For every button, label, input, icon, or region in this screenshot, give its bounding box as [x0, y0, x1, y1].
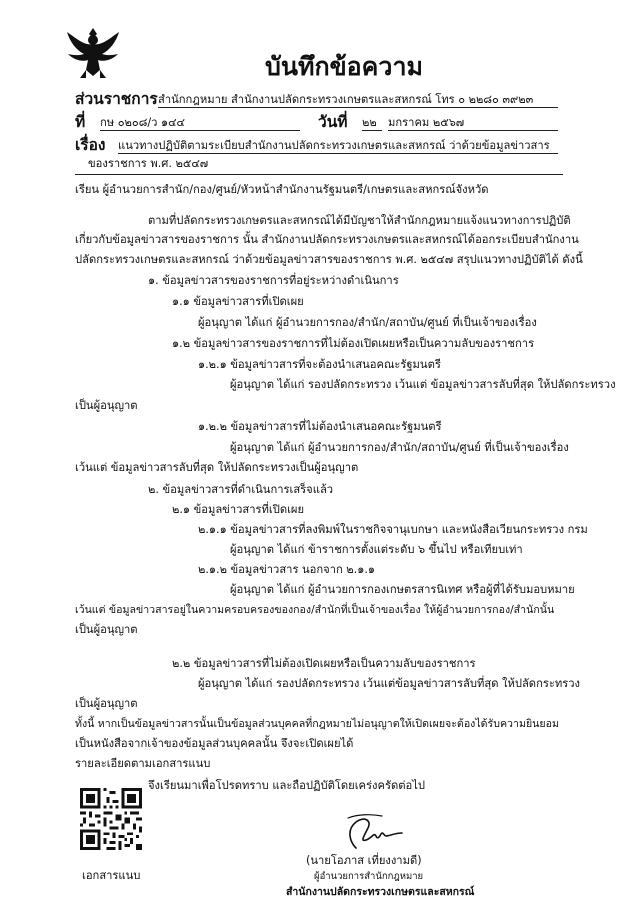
date-label: วันที่	[318, 113, 348, 131]
signatory-office: สำนักงานปลัดกระทรวงเกษตรและสหกรณ์	[286, 886, 475, 898]
subsection-heading: ๑.๒.๑ ข้อมูลข่าวสารที่จะต้องนำเสนอคณะรัฐมนตรี	[198, 358, 441, 371]
closing-line: จึงเรียนมาเพื่อโปรดทราบ และถือปฏิบัติโดยเคร่งครัดต่อไป	[148, 779, 425, 792]
body-line: รายละเอียดตามเอกสารแนบ	[75, 757, 211, 770]
body-line: ผู้อนุญาต ได้แก่ รองปลัดกระทรวง เว้นแต่ข้อมูลข่าวสารลับที่สุด ให้ปลัดกระทรวง	[198, 677, 580, 690]
subsection-heading: ๑.๑ ข้อมูลข่าวสารที่เปิดเผย	[172, 295, 304, 308]
doc-no-label: ที่	[75, 113, 86, 131]
body-line: ผู้อนุญาต ได้แก่ ผู้อำนวยการกองเกษตรสารนิเทศ หรือผู้ที่ได้รับมอบหมาย	[230, 583, 575, 596]
subject-line-2: ของราชการ พ.ศ. ๒๕๔๗	[88, 157, 209, 170]
subsection-heading: ๒.๑.๒ ข้อมูลข่าวสาร นอกจาก ๒.๑.๑	[198, 563, 376, 576]
garuda-emblem-icon	[64, 24, 122, 80]
section-heading: ๑. ข้อมูลข่าวสารของราชการที่อยู่ระหว่างดำเนินการ	[148, 274, 399, 287]
subsection-heading: ๒.๒ ข้อมูลข่าวสารที่ไม่ต้องเปิดเผยหรือเป็นความลับของราชการ	[172, 657, 476, 670]
body-line: เป็นผู้อนุญาต	[75, 399, 138, 412]
handwritten-signature	[342, 812, 408, 854]
doc-no-value: กษ ๐๒๐๘/ว ๑๔๔	[100, 116, 300, 131]
body-line: ผู้อนุญาต ได้แก่ ผู้อำนวยการกอง/สำนัก/สถาบัน/ศูนย์ ที่เป็นเจ้าของเรื่อง	[230, 441, 569, 454]
qr-code-icon[interactable]	[80, 788, 142, 850]
subject-label: เรื่อง	[75, 136, 106, 154]
salutation: เรียน ผู้อำนวยการสำนัก/กอง/ศูนย์/หัวหน้าสำนักงานรัฐมนตรี/เกษตรและสหกรณ์จังหวัด	[75, 183, 489, 196]
body-line: ผู้อนุญาต ได้แก่ ข้าราชการตั้งแต่ระดับ ๖ ขึ้นไป หรือเทียบเท่า	[230, 543, 523, 556]
body-line: ผู้อนุญาต ได้แก่ ผู้อำนวยการกอง/สำนัก/สถาบัน/ศูนย์ ที่เป็นเจ้าของเรื่อง	[198, 316, 537, 329]
body-line: ตามที่ปลัดกระทรวงเกษตรและสหกรณ์ได้มีบัญชาให้สำนักกฎหมายแจ้งแนวทางการปฏิบัติ	[148, 214, 571, 227]
subsection-heading: ๑.๒ ข้อมูลข่าวสารของราชการที่ไม่ต้องเปิดเผยหรือเป็นความลับของราชการ	[172, 337, 535, 350]
attachment-label: เอกสารแนบ	[82, 869, 141, 882]
body-line: ทั้งนี้ หากเป็นข้อมูลข่าวสารนั้นเป็นข้อมูลส่วนบุคคลที่กฎหมายไม่อนุญาตให้เปิดเผยจะต้องได้รับความยินยอม	[75, 718, 559, 730]
body-line: เป็นผู้อนุญาต	[75, 623, 138, 636]
date-month-year: มกราคม ๒๕๖๗	[388, 116, 558, 131]
memo-title: บันทึกข้อความ	[265, 52, 423, 81]
subsection-heading: ๑.๒.๒ ข้อมูลข่าวสารที่ไม่ต้องนำเสนอคณะรัฐมนตรี	[198, 420, 442, 433]
header-divider	[75, 174, 563, 175]
body-line: เกี่ยวกับข้อมูลข่าวสารของราชการ นั้น สำนักงานปลัดกระทรวงเกษตรและสหกรณ์ได้ออกระเบียบสำนักงาน	[75, 233, 579, 246]
body-line: เป็นหนังสือจากเจ้าของข้อมูลส่วนบุคคลนั้น จึงจะเปิดเผยได้	[75, 737, 354, 750]
subsection-heading: ๒.๑ ข้อมูลข่าวสารที่เปิดเผย	[172, 503, 305, 516]
subsection-heading: ๒.๑.๑ ข้อมูลข่าวสารที่ลงพิมพ์ในราชกิจจานุเบกษา และหนังสือเวียนกระทรวง กรม	[198, 523, 588, 536]
signatory-name: (นายโอภาส เที่ยงงามดี)	[306, 854, 422, 867]
subject-line-1: แนวทางปฏิบัติตามระเบียบสำนักงานปลัดกระทรวงเกษตรและสหกรณ์ ว่าด้วยข้อมูลข่าวสาร	[118, 139, 558, 154]
signatory-position: ผู้อำนวยการสำนักกฎหมาย	[314, 871, 424, 882]
body-line: ผู้อนุญาต ได้แก่ รองปลัดกระทรวง เว้นแต่ ข้อมูลข่าวสารลับที่สุด ให้ปลัดกระทรวง	[230, 378, 616, 391]
body-line: เว้นแต่ ข้อมูลข่าวสารลับที่สุด ให้ปลัดกระทรวงเป็นผู้อนุญาต	[75, 461, 359, 474]
body-line: เป็นผู้อนุญาต	[75, 697, 138, 710]
body-line: เว้นแต่ ข้อมูลข่าวสารอยู่ในความครอบครองของกอง/สำนักที่เป็นเจ้าของเรื่อง ให้ผู้อำนวยการกอง/สำนักนั้น	[75, 604, 555, 616]
date-day: ๒๒	[362, 116, 382, 131]
section-heading: ๒. ข้อมูลข่าวสารที่ดำเนินการเสร็จแล้ว	[148, 483, 334, 496]
dept-label: ส่วนราชการ	[75, 90, 158, 108]
body-line: ปลัดกระทรวงเกษตรและสหกรณ์ ว่าด้วยข้อมูลข่าวสารของราชการ พ.ศ. ๒๕๔๗ สรุปแนวทางปฏิบัติได้ ดังนี้	[75, 253, 583, 266]
dept-value: สำนักกฎหมาย สำนักงานปลัดกระทรวงเกษตรและสหกรณ์ โทร ๐ ๒๒๘๐ ๓๙๒๓	[158, 93, 558, 108]
